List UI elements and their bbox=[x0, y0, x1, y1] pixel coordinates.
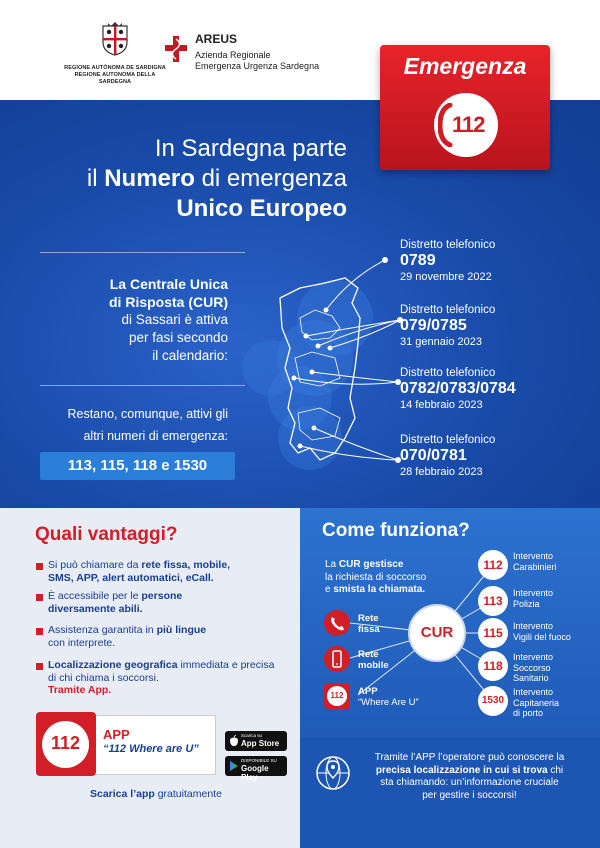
ras-name-sardinian: REGIONE AUTÒNOMA DE SARDIGNA bbox=[64, 65, 166, 71]
areus-sub-line1: Azienda Regionale bbox=[195, 50, 271, 60]
google-play-small: DISPONIBILE SU bbox=[241, 758, 277, 763]
vantaggio-text: con interprete. bbox=[48, 636, 116, 649]
src-app bbox=[358, 686, 419, 708]
src-line: “Where Are U” bbox=[358, 697, 419, 708]
headline-line2-bold: Numero bbox=[104, 165, 195, 192]
scarica-bold: Scarica l’app bbox=[90, 788, 155, 800]
service-112-label bbox=[513, 551, 557, 572]
desc-bold: CUR gestisce bbox=[338, 559, 404, 570]
landline-phone-icon bbox=[324, 610, 350, 636]
svc-line: Sanitario bbox=[513, 673, 549, 683]
district-date: 31 gennaio 2023 bbox=[400, 336, 482, 348]
divider-top bbox=[40, 252, 245, 253]
vantaggio-bold: diversamente abili. bbox=[48, 602, 143, 615]
scarica-rest: gratuitamente bbox=[154, 788, 222, 800]
district-label: Distretto telefonico bbox=[400, 434, 496, 446]
service-1530-badge: 1530 bbox=[478, 686, 508, 716]
footer-text bbox=[357, 752, 582, 802]
svc-line: Intervento bbox=[513, 588, 554, 598]
app-small-number: 112 bbox=[327, 686, 347, 706]
google-play-icon bbox=[229, 760, 239, 772]
vantaggio-bold: più lingue bbox=[156, 624, 207, 636]
areus-sub-line2: Emergenza Urgenza Sardegna bbox=[195, 61, 320, 71]
app-store-small: Scarica su bbox=[241, 733, 263, 738]
district-079-0785 bbox=[400, 303, 495, 349]
headline-line3 bbox=[87, 194, 347, 224]
app-name: APP bbox=[103, 727, 130, 742]
src-line: Rete bbox=[358, 613, 379, 624]
vantaggio-bold: rete fissa, mobile, bbox=[141, 559, 231, 571]
svc-line: Intervento bbox=[513, 551, 554, 561]
other-numbers-box: 113, 115, 118 e 1530 bbox=[40, 452, 235, 480]
service-118-badge: 118 bbox=[478, 651, 508, 681]
footer-line1: Tramite l’APP l’operatore può conoscere la bbox=[374, 752, 565, 763]
vantaggio-text: di chi chiama i soccorsi. bbox=[48, 671, 159, 684]
svc-line: Polizia bbox=[513, 598, 540, 609]
restano-text bbox=[67, 403, 228, 447]
sardinia-map bbox=[240, 248, 420, 488]
app-icon-number: 112 bbox=[51, 733, 81, 753]
divider-middle bbox=[40, 385, 245, 386]
service-115-label bbox=[513, 621, 571, 642]
app-store-button[interactable] bbox=[225, 731, 287, 751]
desc-bold: smista la chiamata. bbox=[333, 584, 426, 595]
vantaggio-item-accessibile bbox=[48, 590, 278, 615]
svc-line: Intervento bbox=[513, 652, 554, 662]
vantaggio-red: Tramite App. bbox=[48, 684, 112, 696]
desc-text: e bbox=[325, 584, 334, 595]
vantaggio-text: Assistenza garantita in bbox=[48, 624, 157, 636]
svc-line: Capitaneria bbox=[513, 697, 560, 708]
mobile-phone-icon bbox=[324, 646, 350, 672]
service-112-badge: 112 bbox=[478, 550, 508, 580]
bullet-icon bbox=[36, 594, 43, 601]
areus-subtitle bbox=[195, 50, 319, 72]
svc-line: Vigili del fuoco bbox=[513, 631, 571, 642]
app-112-icon[interactable] bbox=[36, 712, 96, 776]
svc-line: di porto bbox=[513, 708, 544, 718]
restano-line2: altri numeri di emergenza: bbox=[83, 429, 228, 443]
google-play-button[interactable] bbox=[225, 756, 287, 782]
vantaggio-item-lingue bbox=[48, 624, 278, 649]
badge-number: 112 bbox=[452, 112, 485, 137]
footer-text-part: chi bbox=[547, 764, 564, 776]
google-play-label: Google Play bbox=[241, 764, 269, 782]
cur-line2: di Risposta (CUR) bbox=[109, 294, 228, 310]
service-1530-label bbox=[513, 687, 559, 719]
cur-hub bbox=[408, 604, 466, 662]
footer-line2 bbox=[357, 765, 582, 778]
badge-title: Emergenza bbox=[403, 53, 527, 79]
areus-cross-icon bbox=[165, 36, 187, 62]
emergenza-badge bbox=[380, 45, 550, 170]
footer-bold: precisa localizzazione in cui si trova bbox=[375, 764, 548, 776]
vantaggio-bold: SMS, APP, alert automatici, eCall. bbox=[48, 571, 214, 584]
src-line: mobile bbox=[358, 660, 389, 671]
bullet-icon bbox=[36, 628, 43, 635]
vantaggio-text: immediata e precisa bbox=[177, 659, 275, 671]
district-0782-0783-0784 bbox=[400, 366, 516, 412]
footer-line3: sta chiamando: un’informazione cruciale bbox=[380, 777, 559, 788]
ras-name-italian: REGIONE AUTONOMA DELLA SARDEGNA bbox=[74, 72, 156, 85]
district-label: Distretto telefonico bbox=[400, 304, 496, 316]
src-line: APP bbox=[358, 686, 378, 697]
district-date: 29 novembre 2022 bbox=[400, 271, 492, 283]
funziona-title: Come funziona? bbox=[322, 520, 470, 541]
vantaggio-text: Si può chiamare da bbox=[48, 559, 142, 571]
vantaggio-bold: Localizzazione geografica bbox=[48, 659, 178, 671]
badge-112-circle bbox=[434, 93, 498, 157]
headline bbox=[87, 134, 347, 224]
desc-text: La bbox=[325, 559, 339, 570]
vantaggio-text: È accessibile per le bbox=[48, 590, 142, 602]
globe-location-icon bbox=[312, 752, 354, 794]
district-label: Distretto telefonico bbox=[400, 239, 496, 251]
headline-line3-bold: Unico Europeo bbox=[176, 195, 347, 222]
district-code: 079/0785 bbox=[400, 317, 467, 334]
district-label: Distretto telefonico bbox=[400, 367, 496, 379]
scarica-text bbox=[90, 788, 222, 800]
cur-line5: il calendario: bbox=[152, 348, 228, 363]
areus-name: AREUS bbox=[195, 32, 238, 46]
src-line: Rete bbox=[358, 649, 379, 660]
district-date: 14 febbraio 2023 bbox=[400, 399, 483, 411]
app-subtitle: “112 Where are U” bbox=[103, 743, 199, 755]
svc-line: Intervento bbox=[513, 687, 554, 697]
service-115-badge: 115 bbox=[478, 618, 508, 648]
vantaggi-title: Quali vantaggi? bbox=[35, 524, 178, 545]
svc-line: Soccorso bbox=[513, 662, 551, 673]
district-code: 0782/0783/0784 bbox=[400, 380, 516, 397]
headline-line2-pre: il bbox=[86, 165, 105, 192]
cur-hub-label: CUR bbox=[420, 624, 454, 641]
district-date: 28 febbraio 2023 bbox=[400, 466, 483, 478]
svc-line: Carabinieri bbox=[513, 561, 557, 572]
bullet-icon bbox=[36, 663, 43, 670]
ras-logo bbox=[60, 22, 170, 86]
headline-line2-post: di emergenza bbox=[194, 165, 347, 192]
restano-line1: Restano, comunque, attivi gli bbox=[67, 407, 228, 421]
district-code: 070/0781 bbox=[400, 447, 467, 464]
sardinia-crest-icon bbox=[100, 22, 130, 56]
district-code: 0789 bbox=[400, 252, 436, 269]
headline-line2 bbox=[87, 164, 347, 194]
vantaggio-item-rete bbox=[48, 559, 278, 584]
cur-line4: per fasi secondo bbox=[128, 330, 228, 345]
cur-line3: di Sassari è attiva bbox=[121, 312, 228, 327]
district-070-0781 bbox=[400, 433, 495, 479]
service-113-badge: 113 bbox=[478, 586, 508, 616]
vantaggio-item-localizzazione bbox=[48, 659, 278, 697]
app-icon-circle bbox=[42, 721, 89, 768]
vantaggio-bold: persone bbox=[141, 590, 183, 602]
app-112-small-icon bbox=[324, 683, 350, 709]
service-113-label bbox=[513, 588, 553, 609]
footer-line4: per gestire i soccorsi! bbox=[422, 789, 517, 801]
bullet-icon bbox=[36, 563, 43, 570]
src-rete-mobile bbox=[358, 649, 389, 671]
district-0789 bbox=[400, 238, 495, 284]
src-rete-fissa bbox=[358, 613, 380, 635]
cur-line1: La Centrale Unica bbox=[109, 276, 228, 292]
apple-icon bbox=[229, 735, 239, 747]
funziona-desc-line2: la richiesta di soccorso bbox=[325, 571, 427, 583]
service-118-label bbox=[513, 652, 553, 684]
app-store-label: App Store bbox=[241, 739, 280, 748]
svc-line: Intervento bbox=[513, 621, 554, 631]
cur-description-text bbox=[109, 275, 228, 365]
src-line: fissa bbox=[358, 624, 380, 635]
headline-line1: In Sardegna parte bbox=[154, 135, 347, 162]
